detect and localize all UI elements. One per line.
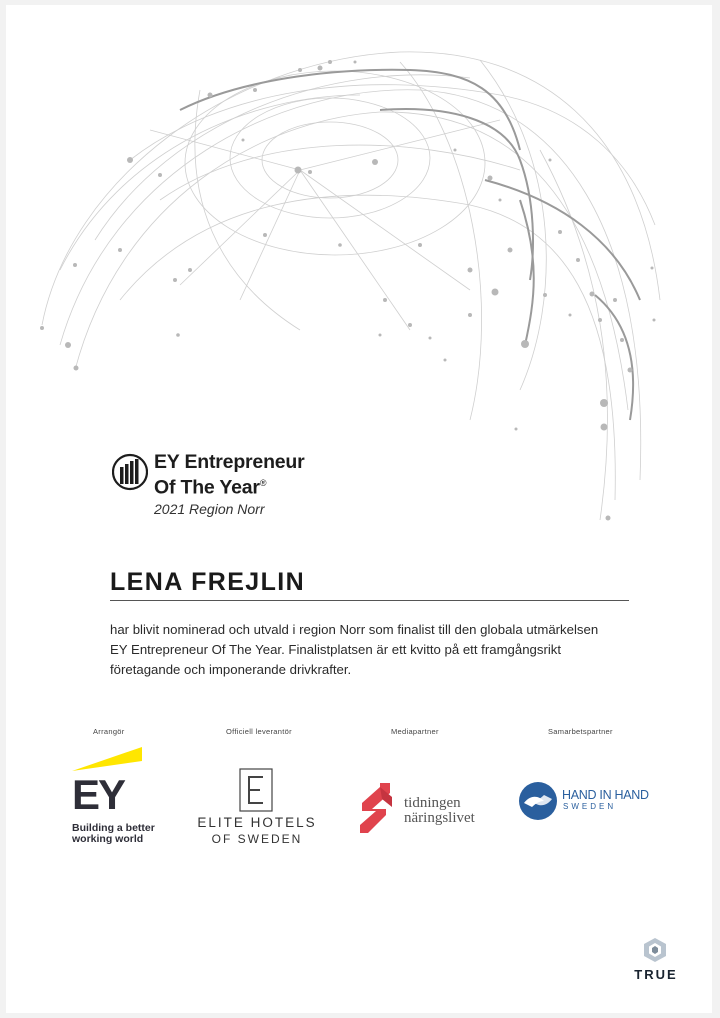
true-wordmark: TRUE (634, 967, 678, 982)
eoy-bars-icon (112, 452, 148, 492)
eoy-title (154, 452, 374, 499)
elite-hotels-name: ELITE HOTELS (197, 815, 317, 830)
ey-tagline-line1: Building a better (72, 822, 155, 834)
ey-beam-icon (72, 747, 144, 773)
ey-logo (72, 747, 172, 847)
elite-hotels-sub: OF SWEDEN (211, 832, 303, 846)
tidningen-line2: näringslivet (404, 810, 475, 826)
eoy-title-line1: EY Entrepreneur (154, 451, 305, 473)
true-logo-icon (643, 937, 667, 963)
hand-in-hand-name: HAND IN HAND (562, 788, 649, 802)
elite-e-icon (239, 768, 273, 812)
registered-mark: ® (259, 478, 267, 488)
nominee-name: LENA FREJLIN (110, 568, 306, 596)
ey-letters: EY (72, 771, 125, 818)
tidningen-line1: tidningen (404, 795, 461, 811)
citation-text: har blivit nominerad och utvald i region Norr som finalist till den globala utmärkelsen EY Entrepreneur Of The Year. Finalistplatsen är ett kvitto på ett framgångsrikt företagande och imponerande drivkrafter. (110, 622, 599, 677)
partner-role-media: Mediapartner (391, 727, 439, 736)
ey-tagline (72, 823, 182, 845)
partner-role-collab: Samarbetspartner (548, 727, 613, 736)
eoy-edition: 2021 Region Norr (154, 501, 265, 517)
partner-role-arranger: Arrangör (93, 727, 125, 736)
hand-in-hand-icon (518, 781, 558, 821)
hand-in-hand-sub: SWEDEN (563, 802, 617, 811)
partner-role-supplier: Officiell leverantör (226, 727, 292, 736)
tidningen-wordmark (404, 796, 514, 826)
divider (110, 600, 629, 601)
eoy-title-line2: Of The Year (154, 476, 260, 499)
tidningen-logo-icon (356, 781, 400, 839)
ey-tagline-line2: working world (72, 833, 144, 845)
